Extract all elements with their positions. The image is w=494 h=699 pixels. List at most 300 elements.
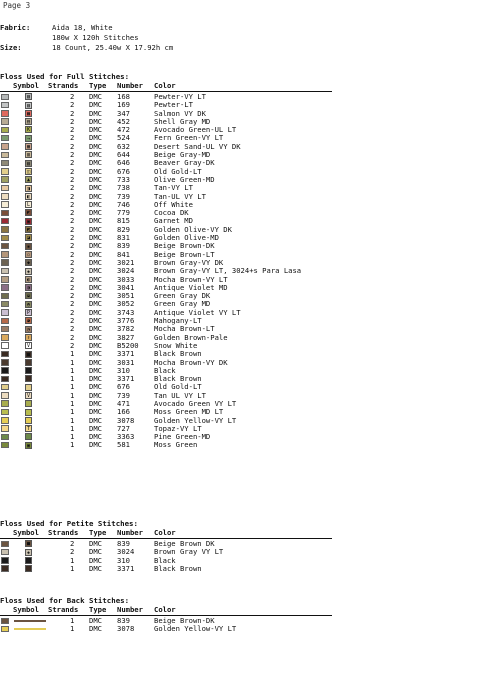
number-value: 3021 — [117, 257, 135, 267]
color-name: Mahogany-LT — [154, 316, 202, 326]
type-value: DMC — [89, 233, 102, 243]
strands-value: 2 — [70, 224, 75, 234]
type-value: DMC — [89, 440, 102, 450]
number-value: 168 — [117, 92, 130, 101]
number-value: 310 — [117, 555, 130, 565]
symbol-icon — [25, 417, 32, 424]
type-value: DMC — [89, 241, 102, 251]
type-value: DMC — [89, 216, 102, 226]
number-value: 3052 — [117, 299, 135, 309]
header-symbol: Symbol — [13, 528, 39, 537]
strands-value: 2 — [70, 539, 75, 548]
number-value: 841 — [117, 249, 130, 259]
symbol-icon — [25, 367, 32, 374]
color-name: Tan-VY LT — [154, 183, 193, 193]
color-swatch — [1, 367, 9, 374]
color-name: Mocha Brown-VY DK — [154, 357, 228, 367]
color-name: Black — [154, 555, 176, 565]
symbol-icon: ▦ — [26, 144, 30, 151]
table-header — [0, 606, 332, 615]
type-value: DMC — [89, 291, 102, 301]
header-strands: Strands — [48, 528, 79, 537]
color-name: Brown Gray-VY LT, 3024+s Para Lasa — [154, 266, 302, 276]
symbol-icon: ◤ — [26, 210, 30, 217]
number-value: 831 — [117, 233, 130, 243]
header-number: Number — [117, 528, 143, 537]
type-value: DMC — [89, 563, 102, 573]
color-name: Green Gray MD — [154, 299, 211, 309]
number-value: 169 — [117, 100, 130, 110]
number-value: 3363 — [117, 432, 135, 442]
color-swatch — [1, 118, 9, 125]
color-swatch — [1, 243, 9, 250]
symbol-icon — [25, 433, 32, 440]
header-color: Color — [154, 528, 176, 537]
color-swatch — [1, 326, 9, 333]
symbol-icon: V — [26, 343, 30, 350]
strands-value: 2 — [70, 92, 75, 101]
type-value: DMC — [89, 100, 102, 110]
number-value: 779 — [117, 208, 130, 218]
symbol-icon: ▩ — [26, 110, 30, 117]
color-name: Beige Brown DK — [154, 539, 215, 548]
symbol-icon: ◫ — [26, 168, 30, 175]
number-value: 839 — [117, 539, 130, 548]
color-swatch — [1, 160, 9, 167]
color-swatch — [1, 342, 9, 349]
color-swatch — [1, 135, 9, 142]
type-value: DMC — [89, 174, 102, 184]
type-value: DMC — [89, 166, 102, 176]
symbol-icon: ◓ — [26, 301, 30, 308]
strands-value: 2 — [70, 183, 75, 193]
symbol-icon: T — [26, 426, 30, 433]
number-value: 676 — [117, 166, 130, 176]
type-value: DMC — [89, 257, 102, 267]
color-swatch — [1, 185, 9, 192]
strands-value: 2 — [70, 199, 75, 209]
color-swatch — [1, 434, 9, 441]
symbol-icon — [25, 409, 32, 416]
section-title: Floss Used for Petite Stitches: — [0, 519, 138, 528]
type-value: DMC — [89, 340, 102, 350]
color-name: Old Gold-LT — [154, 166, 202, 176]
type-value: DMC — [89, 150, 102, 160]
color-name: Pewter-LT — [154, 100, 193, 110]
backstitch-line-icon — [14, 628, 46, 630]
color-swatch — [1, 127, 9, 134]
type-value: DMC — [89, 324, 102, 334]
strands-value: 1 — [70, 415, 75, 425]
type-value: DMC — [89, 208, 102, 218]
color-name: Brown Gray VY LT — [154, 547, 224, 557]
type-value: DMC — [89, 125, 102, 135]
number-value: 646 — [117, 158, 130, 168]
number-value: 644 — [117, 150, 130, 160]
number-value: 310 — [117, 365, 130, 375]
color-swatch — [1, 334, 9, 341]
symbol-icon: ▧ — [26, 160, 30, 167]
strands-value: 1 — [70, 390, 75, 400]
strands-value: 2 — [70, 249, 75, 259]
number-value: 524 — [117, 133, 130, 143]
color-swatch — [1, 152, 9, 159]
type-value: DMC — [89, 349, 102, 359]
symbol-icon: ◔ — [26, 326, 30, 333]
color-name: Avocado Green VY LT — [154, 398, 237, 408]
type-value: DMC — [89, 398, 102, 408]
backstitch-line-icon — [14, 620, 46, 622]
number-value: 472 — [117, 125, 130, 135]
color-swatch — [1, 201, 9, 208]
number-value: 3078 — [117, 624, 135, 634]
number-value: 3776 — [117, 316, 135, 326]
strands-value: 2 — [70, 150, 75, 160]
color-swatch — [1, 168, 9, 175]
strands-value: 2 — [70, 108, 75, 118]
symbol-icon: ◩ — [26, 227, 30, 234]
symbol-icon: ▣ — [26, 442, 30, 449]
type-value: DMC — [89, 224, 102, 234]
number-value: 347 — [117, 108, 130, 118]
number-value: B5200 — [117, 340, 139, 350]
strands-value: 2 — [70, 116, 75, 126]
color-swatch — [1, 442, 9, 449]
color-name: Old Gold-LT — [154, 382, 202, 392]
number-value: 471 — [117, 398, 130, 408]
header-type: Type — [89, 528, 107, 537]
strands-value: 1 — [70, 563, 75, 573]
strands-value: 2 — [70, 191, 75, 201]
type-value: DMC — [89, 282, 102, 292]
type-value: DMC — [89, 183, 102, 193]
color-name: Black Brown — [154, 349, 202, 359]
color-swatch — [1, 359, 9, 366]
color-name: Golden Yellow-VY LT — [154, 624, 237, 634]
number-value: 3743 — [117, 307, 135, 317]
strands-value: 1 — [70, 555, 75, 565]
strands-value: 1 — [70, 423, 75, 433]
strands-value: 1 — [70, 357, 75, 367]
number-value: 739 — [117, 191, 130, 201]
size-value: 18 Count, 25.40w X 17.92h cm — [52, 43, 174, 52]
strands-value: 2 — [70, 340, 75, 350]
color-swatch — [1, 193, 9, 200]
stitches-value: 180w X 120h Stitches — [52, 33, 139, 42]
color-swatch — [1, 417, 9, 424]
color-name: Beige Gray-MD — [154, 150, 211, 160]
type-value: DMC — [89, 158, 102, 168]
color-name: Black Brown — [154, 563, 202, 573]
color-name: Moss Green MD LT — [154, 407, 224, 417]
strands-value: 2 — [70, 299, 75, 309]
symbol-icon — [25, 384, 32, 391]
number-value: 3782 — [117, 324, 135, 334]
strands-value: 2 — [70, 174, 75, 184]
color-name: Antique Violet MD — [154, 282, 228, 292]
color-name: Desert Sand-UL VY DK — [154, 141, 241, 151]
symbol-icon: ◪ — [26, 235, 30, 242]
type-value: DMC — [89, 365, 102, 375]
number-value: 3371 — [117, 349, 135, 359]
symbol-icon: ◒ — [26, 293, 30, 300]
color-swatch — [1, 565, 9, 572]
strands-value: 2 — [70, 332, 75, 342]
color-name: Off White — [154, 199, 193, 209]
color-swatch — [1, 549, 9, 556]
section-title: Floss Used for Back Stitches: — [0, 596, 130, 605]
number-value: 581 — [117, 440, 130, 450]
type-value: DMC — [89, 357, 102, 367]
color-swatch — [1, 94, 9, 101]
strands-value: 2 — [70, 241, 75, 251]
strands-value: 2 — [70, 216, 75, 226]
color-name: Beaver Gray-DK — [154, 158, 215, 168]
number-value: 829 — [117, 224, 130, 234]
strands-value: 2 — [70, 208, 75, 218]
symbol-icon: ◐ — [26, 276, 30, 283]
header-color: Color — [154, 81, 176, 90]
page-label: Page 3 — [3, 1, 31, 10]
color-name: Mocha Brown-LT — [154, 324, 215, 334]
header-strands: Strands — [48, 81, 79, 90]
type-value: DMC — [89, 108, 102, 118]
strands-value: 1 — [70, 432, 75, 442]
number-value: 3024 — [117, 266, 135, 276]
symbol-icon: ▫ — [26, 251, 30, 258]
type-value: DMC — [89, 307, 102, 317]
type-value: DMC — [89, 199, 102, 209]
color-name: Avocado Green-UL LT — [154, 125, 237, 135]
color-swatch — [1, 210, 9, 217]
color-name: Golden Brown-Pale — [154, 332, 228, 342]
color-swatch — [1, 226, 9, 233]
type-value: DMC — [89, 266, 102, 276]
color-name: Pewter-VY LT — [154, 92, 206, 101]
color-swatch — [1, 268, 9, 275]
strands-value: 2 — [70, 324, 75, 334]
type-value: DMC — [89, 547, 102, 557]
type-value: DMC — [89, 133, 102, 143]
strands-value: 1 — [70, 374, 75, 384]
number-value: 3078 — [117, 415, 135, 425]
symbol-icon — [25, 359, 32, 366]
color-swatch — [1, 176, 9, 183]
symbol-icon: L — [26, 202, 30, 209]
color-swatch — [1, 235, 9, 242]
number-value: 3051 — [117, 291, 135, 301]
color-name: Pine Green-MD — [154, 432, 211, 442]
color-name: Black — [154, 365, 176, 375]
color-swatch — [1, 557, 9, 564]
color-name: Antique Violet VY LT — [154, 307, 241, 317]
header-strands: Strands — [48, 605, 79, 614]
color-swatch — [1, 293, 9, 300]
number-value: 3031 — [117, 357, 135, 367]
number-value: 738 — [117, 183, 130, 193]
symbol-icon: ◕ — [26, 318, 30, 325]
symbol-icon: P — [26, 310, 30, 317]
strands-value: 2 — [70, 266, 75, 276]
symbol-icon: ▲ — [26, 177, 30, 184]
color-name: Tan UL VY LT — [154, 390, 206, 400]
type-value: DMC — [89, 555, 102, 565]
fabric-label: Fabric: — [0, 23, 31, 32]
strands-value: 2 — [70, 282, 75, 292]
symbol-icon: K — [26, 127, 30, 134]
header-type: Type — [89, 605, 107, 614]
symbol-icon: ◈ — [26, 268, 30, 275]
symbol-icon: → — [26, 135, 30, 142]
color-swatch — [1, 384, 9, 391]
type-value: DMC — [89, 274, 102, 284]
strands-value: 2 — [70, 233, 75, 243]
strands-value: 2 — [70, 316, 75, 326]
color-name: Moss Green — [154, 440, 198, 450]
type-value: DMC — [89, 390, 102, 400]
strands-value: 2 — [70, 291, 75, 301]
strands-value: 1 — [70, 382, 75, 392]
color-name: Shell Gray MD — [154, 116, 211, 126]
number-value: 746 — [117, 199, 130, 209]
color-swatch — [1, 102, 9, 109]
number-value: 676 — [117, 382, 130, 392]
symbol-icon: ◧ — [26, 193, 30, 200]
color-swatch — [1, 541, 9, 548]
type-value: DMC — [89, 141, 102, 151]
number-value: 839 — [117, 241, 130, 251]
number-value: 632 — [117, 141, 130, 151]
symbol-icon: ▪ — [26, 243, 30, 250]
strands-value: 1 — [70, 616, 75, 625]
strands-value: 2 — [70, 274, 75, 284]
type-value: DMC — [89, 382, 102, 392]
color-swatch — [1, 400, 9, 407]
size-label: Size: — [0, 43, 22, 52]
color-swatch — [1, 284, 9, 291]
color-swatch — [1, 143, 9, 150]
symbol-icon: ◈ — [26, 549, 30, 556]
color-name: Salmon VY DK — [154, 108, 206, 118]
color-name: Beige Brown-DK — [154, 616, 215, 625]
color-name: Black Brown — [154, 374, 202, 384]
type-value: DMC — [89, 116, 102, 126]
color-swatch — [1, 376, 9, 383]
color-swatch — [1, 626, 9, 633]
color-name: Fern Green-VY LT — [154, 133, 224, 143]
symbol-icon — [25, 565, 32, 572]
color-swatch — [1, 618, 9, 625]
number-value: 3827 — [117, 332, 135, 342]
number-value: 3041 — [117, 282, 135, 292]
number-value: 166 — [117, 407, 130, 417]
color-swatch — [1, 251, 9, 258]
color-name: Golden Olive-MD — [154, 233, 219, 243]
color-name: Golden Yellow-VY LT — [154, 415, 237, 425]
color-name: Olive Green-MD — [154, 174, 215, 184]
number-value: 3024 — [117, 547, 135, 557]
color-name: Green Gray DK — [154, 291, 211, 301]
symbol-icon: ■ — [26, 541, 30, 548]
type-value: DMC — [89, 299, 102, 309]
number-value: 452 — [117, 116, 130, 126]
color-swatch — [1, 276, 9, 283]
color-swatch — [1, 259, 9, 266]
symbol-icon: ◆ — [26, 260, 30, 267]
type-value: DMC — [89, 316, 102, 326]
strands-value: 2 — [70, 158, 75, 168]
type-value: DMC — [89, 92, 102, 101]
strands-value: 1 — [70, 440, 75, 450]
header-type: Type — [89, 81, 107, 90]
symbol-icon: ▣ — [26, 218, 30, 225]
strands-value: 2 — [70, 307, 75, 317]
color-swatch — [1, 218, 9, 225]
header-color: Color — [154, 605, 176, 614]
symbol-icon — [25, 400, 32, 407]
color-swatch — [1, 318, 9, 325]
strands-value: 2 — [70, 257, 75, 267]
color-name: Snow White — [154, 340, 198, 350]
strands-value: 2 — [70, 141, 75, 151]
symbol-icon: ↑ — [26, 334, 30, 341]
type-value: DMC — [89, 624, 102, 634]
color-name: Beige Brown-LT — [154, 249, 215, 259]
section-title: Floss Used for Full Stitches: — [0, 72, 130, 81]
strands-value: 2 — [70, 100, 75, 110]
color-swatch — [1, 409, 9, 416]
symbol-icon: ◑ — [26, 285, 30, 292]
symbol-icon — [25, 375, 32, 382]
symbol-icon: ◨ — [26, 185, 30, 192]
color-name: Cocoa DK — [154, 208, 189, 218]
table-header — [0, 82, 332, 91]
number-value: 3371 — [117, 563, 135, 573]
table-header — [0, 529, 332, 538]
number-value: 839 — [117, 616, 130, 625]
color-swatch — [1, 392, 9, 399]
strands-value: 1 — [70, 365, 75, 375]
color-swatch — [1, 351, 9, 358]
strands-value: 1 — [70, 407, 75, 417]
color-name: Mocha Brown-VY LT — [154, 274, 228, 284]
strands-value: 2 — [70, 133, 75, 143]
number-value: 3371 — [117, 374, 135, 384]
type-value: DMC — [89, 423, 102, 433]
color-name: Topaz-VY LT — [154, 423, 202, 433]
color-swatch — [1, 309, 9, 316]
color-name: Beige Brown-DK — [154, 241, 215, 251]
header-number: Number — [117, 81, 143, 90]
color-swatch — [1, 425, 9, 432]
strands-value: 2 — [70, 547, 75, 557]
color-swatch — [1, 110, 9, 117]
strands-value: 1 — [70, 624, 75, 634]
symbol-icon — [25, 557, 32, 564]
symbol-icon: ■ — [26, 351, 30, 358]
symbol-icon: ▥ — [26, 152, 30, 159]
header-symbol: Symbol — [13, 81, 39, 90]
symbol-icon: V — [26, 392, 30, 399]
type-value: DMC — [89, 616, 102, 625]
type-value: DMC — [89, 374, 102, 384]
number-value: 3033 — [117, 274, 135, 284]
type-value: DMC — [89, 407, 102, 417]
type-value: DMC — [89, 332, 102, 342]
number-value: 739 — [117, 390, 130, 400]
fabric-value: Aida 18, White — [52, 23, 113, 32]
type-value: DMC — [89, 415, 102, 425]
